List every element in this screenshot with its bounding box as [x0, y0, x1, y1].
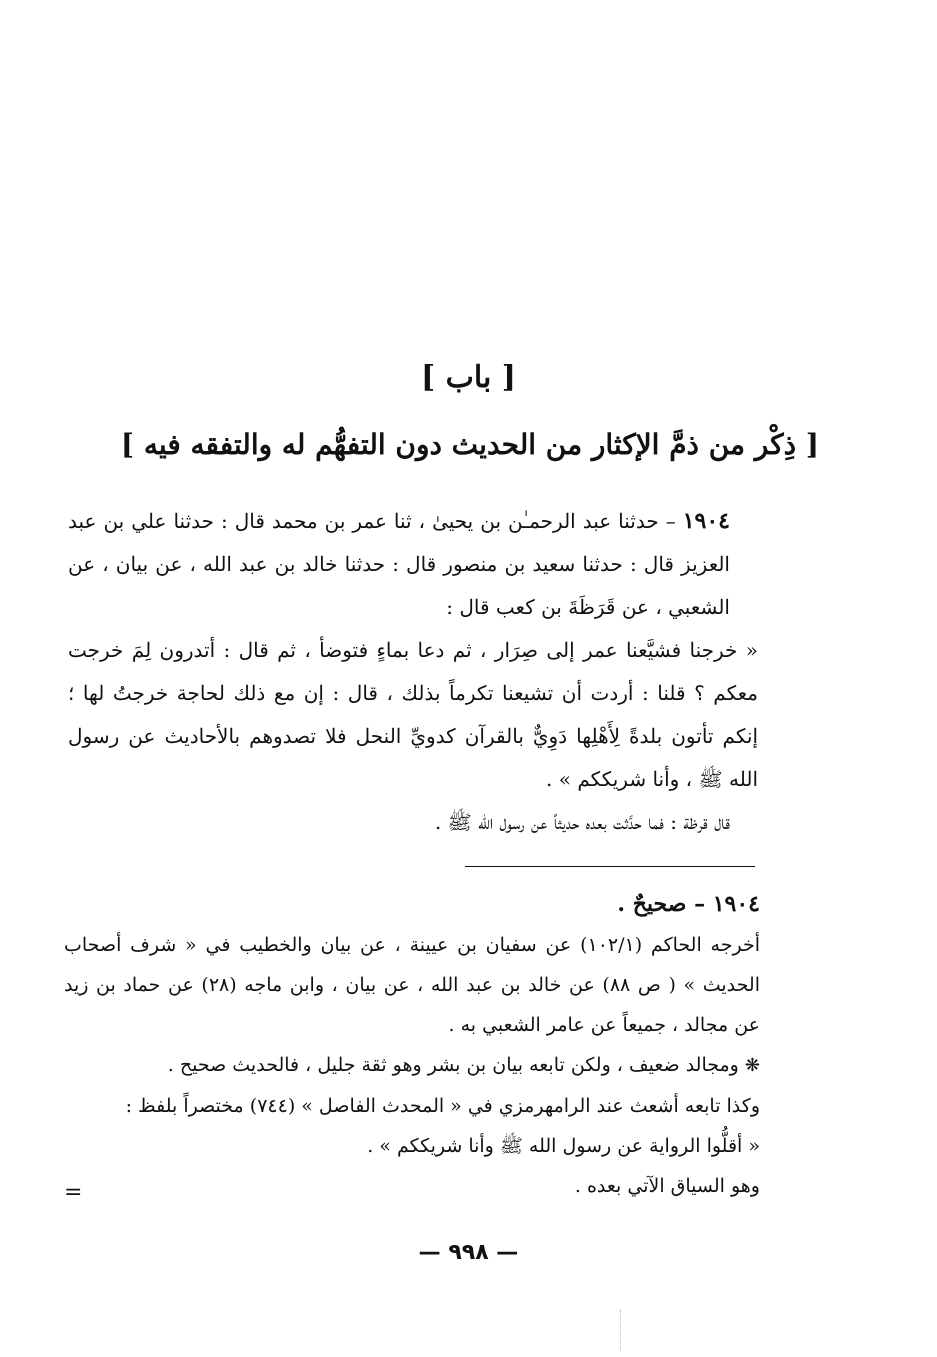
note-para-grading [64, 1045, 760, 1086]
section-title: [ ذِكْر من ذمَّ الإكثار من الحديث دون التفهُّم له والتفقه فيه ] [120, 428, 820, 461]
page-number: — ٩٩٨ — [418, 1240, 519, 1265]
note-para-next: وهو السياق الآتي بعده . [574, 1175, 760, 1197]
hadith-matn: « خرجنا فشيَّعنا عمر إلى صِرَار ، ثم دعا بماءٍ فتوضأ ، ثم قال : أتدرون لِمَ خرجت معكم ؟ قلنا : أردت أن تشيعنا تكرماً بذلك ، قال : إن مع ذلك لحاجة خرجتُ لها ؛ إنكم تأتون بلدةً لِأَهْلِها دَوِيٌّ بالقرآن كدويِّ النحل فلا تصدوهم بالأحاديث عن رسول الله ﷺ ، وأنا شريككم » . [68, 638, 758, 791]
grading-text: ومجالد ضعيف ، ولكن تابعه بيان بن بشر وهو ثقة جليل ، فالحديث صحيح . [167, 1054, 745, 1076]
note-grade: – صحيحٌ . [617, 891, 713, 917]
note-heading [64, 884, 760, 925]
note-para-takhrij: أخرجه الحاكم (١٠٢/١) عن سفيان بن عيينة ، عن بيان والخطيب في « شرف أصحاب الحديث » ( ص ٨٨) عن خالد بن عبد الله ، عن بيان ، وابن ماجه (٢٨) عن حماد بن زيد عن مجالد ، جميعاً عن عامر الشعبي به . [64, 934, 760, 1036]
hadith-closing: قال قرظة : فما حدَّثت بعده حديثاً عن رسول الله ﷺ . [434, 810, 730, 834]
hadith-number: ١٩٠٤ [682, 508, 730, 534]
scan-artifact [620, 1310, 623, 1350]
note-number: ١٩٠٤ [712, 891, 760, 917]
star-icon: ❋ [744, 1055, 760, 1076]
hadith-body [68, 500, 758, 844]
footnotes [64, 884, 760, 1206]
note-para-quote: « أقلُّوا الرواية عن رسول الله ﷺ وأنا شريككم » . [367, 1135, 760, 1157]
chapter-heading: [ باب ] [420, 360, 516, 395]
footnote-divider [465, 866, 755, 867]
isnad-text: – حدثنا عبد الرحمـٰن بن يحيىٰ ، ثنا عمر بن محمد قال : حدثنا علي بن عبد العزيز قال : حدثنا سعيد بن منصور قال : حدثنا خالد بن عبد الله ، عن بيان ، عن الشعبي ، عن قَرَظَةَ بن كعب قال : [68, 509, 730, 619]
continuation-mark: = [64, 1180, 83, 1205]
note-para-mutaba: وكذا تابعه أشعث عند الرامهرمزي في « المحدث الفاصل » (٧٤٤) مختصراً بلفظ : [125, 1095, 760, 1117]
hadith-isnad [68, 500, 758, 629]
